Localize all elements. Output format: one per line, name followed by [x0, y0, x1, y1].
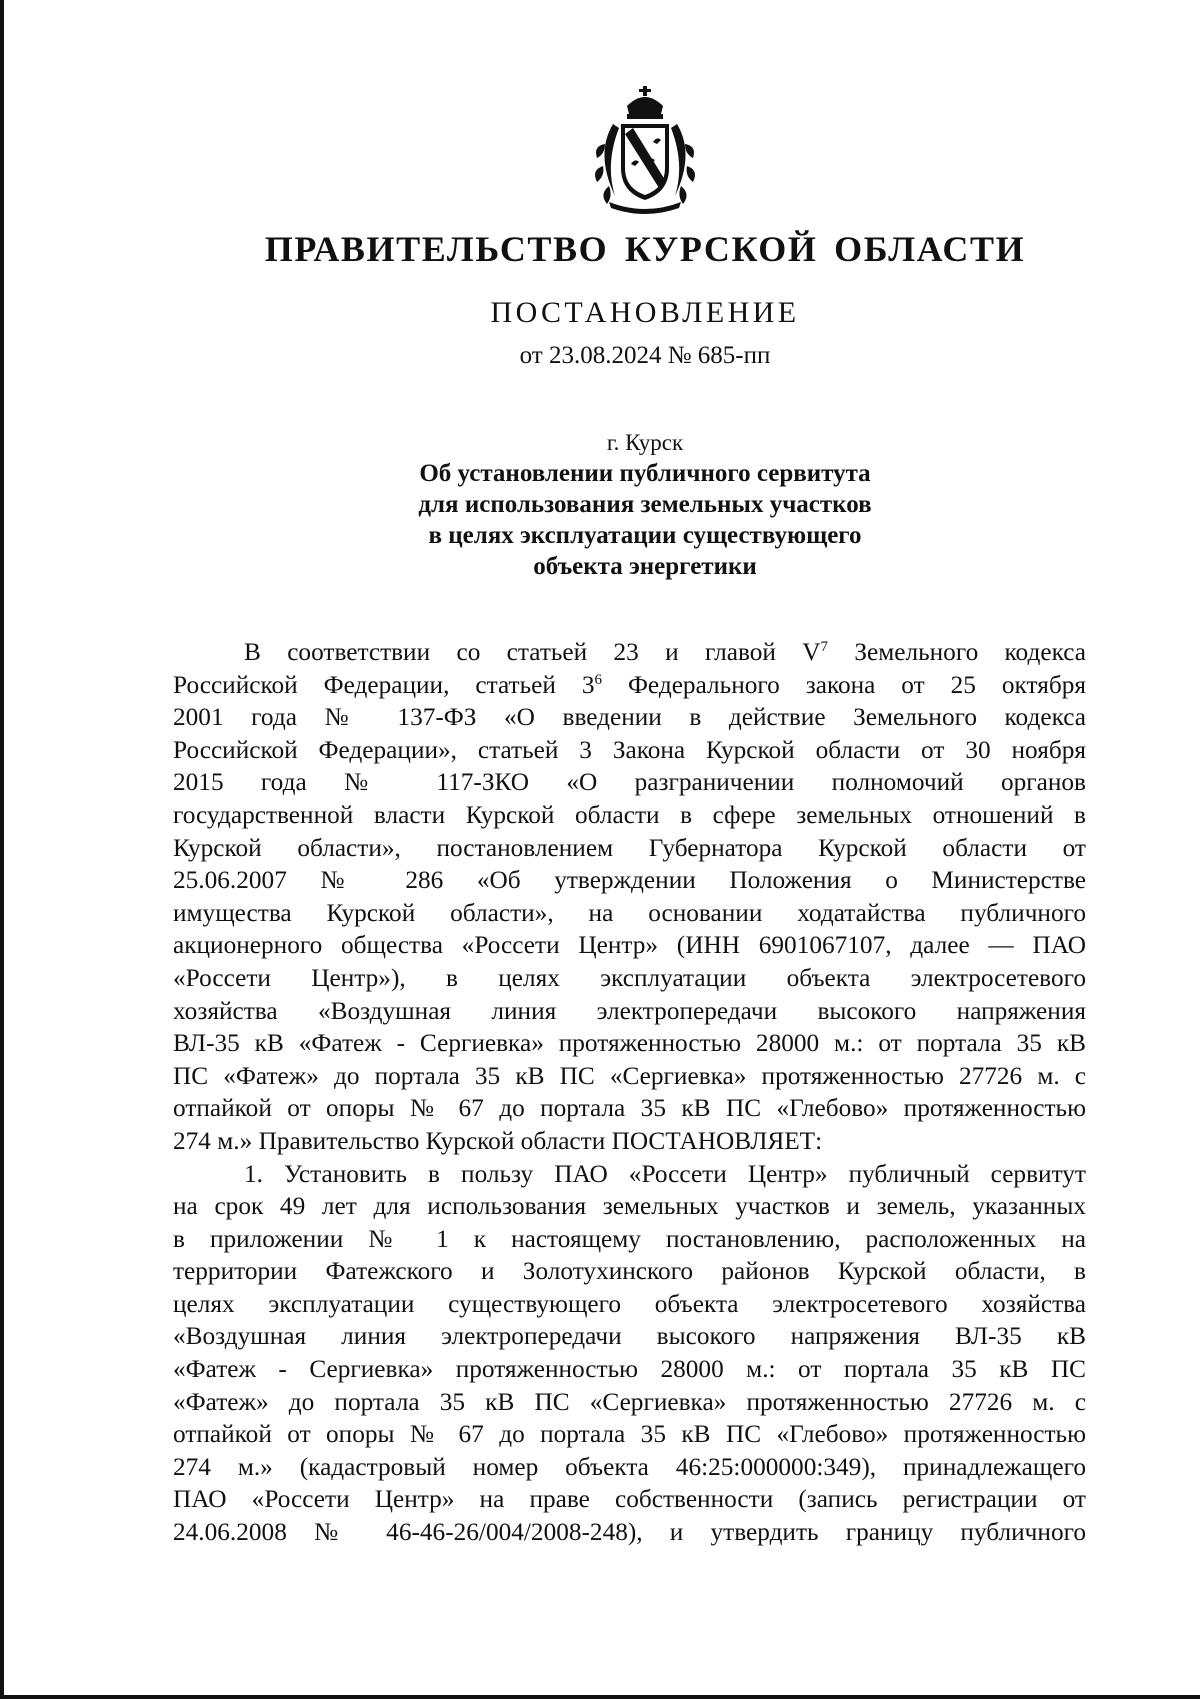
body-line: В соответствии со статьей 23 и главой $V^7$ Земельного кодекса — [244, 638, 1086, 666]
body-line: территории Фатежского и Золотухинского районов Курской области, в — [173, 1257, 1086, 1286]
body-line: отпайкой от опоры № 67 до портала 35 кВ ПС «Глебово» протяженностью — [173, 1420, 1086, 1449]
body-line: 2001 года № 137-ФЗ «О введении в действие Земельного кодекса — [173, 703, 1086, 732]
body-line: государственной власти Курской области в сфере земельных отношений в — [173, 800, 1086, 829]
body-line: ВЛ-35 кВ «Фатеж - Сергиевка» протяженностью 28000 м.: от портала 35 кВ — [173, 1029, 1086, 1058]
body-line: «Воздушная линия электропередачи высокого напряжения ВЛ-35 кВ — [173, 1322, 1086, 1351]
body-line: ПС «Фатеж» до портала 35 кВ ПС «Сергиевка» протяженностью 27726 м. с — [173, 1061, 1086, 1090]
body-line: «Фатеж - Сергиевка» протяженностью 28000 м.: от портала 35 кВ ПС — [173, 1355, 1086, 1384]
body-line: 274 м.» (кадастровый номер объекта 46:25:000000:349), принадлежащего — [173, 1452, 1086, 1481]
heading-line: Об установлении публичного сервитута — [419, 460, 871, 487]
body-line: 2015 года № 117-ЗКО «О разграничении полномочий органов — [173, 768, 1086, 797]
body-line: имущества Курской области», на основании ходатайства публичного — [173, 898, 1086, 927]
body-line: 24.06.2008 № 46-46-26/004/2008-248), и утвердить границу публичного — [173, 1518, 1086, 1547]
document-body — [173, 636, 1086, 1549]
organization-title: ПРАВИТЕЛЬСТВО КУРСКОЙ ОБЛАСТИ — [264, 229, 1026, 269]
body-line: «Россети Центр»), в целях эксплуатации объекта электросетевого — [173, 963, 1086, 992]
body-line: отпайкой от опоры № 67 до портала 35 кВ ПС «Глебово» протяженностью — [173, 1094, 1086, 1123]
body-line: акционерного общества «Россети Центр» (ИНН 6901067107, далее — ПАО — [173, 931, 1086, 960]
scan-edge-bottom — [0, 1695, 1200, 1699]
body-line: Курской области», постановлением Губернатора Курской области от — [173, 833, 1086, 862]
coat-of-arms-icon — [575, 84, 715, 214]
body-line: Российской Федерации», статьей 3 Закона Курской области от 30 ноября — [173, 735, 1086, 764]
body-line: ПАО «Россети Центр» на праве собственности (запись регистрации от — [173, 1485, 1086, 1514]
body-line: 25.06.2007 № 286 «Об утверждении Положения о Министерстве — [173, 866, 1086, 895]
body-line: Российской Федерации, статьей $3^6$ Федерального закона от 25 октября — [173, 670, 1086, 699]
body-line: на срок 49 лет для использования земельных участков и земель, указанных — [173, 1192, 1086, 1221]
body-line: «Фатеж» до портала 35 кВ ПС «Сергиевка» протяженностью 27726 м. с — [173, 1387, 1086, 1416]
heading-line: в целях эксплуатации существующего — [428, 522, 862, 549]
body-line: 274 м.» Правительство Курской области ПОСТАНОВЛЯЕТ: — [173, 1126, 823, 1155]
body-line: 1. Установить в пользу ПАО «Россети Центр» публичный сервитут — [244, 1159, 1086, 1188]
heading-line: для использования земельных участков — [418, 491, 872, 518]
body-line: в приложении № 1 к настоящему постановлению, расположенных на — [173, 1224, 1086, 1253]
document-number: от 23.08.2024 № 685-пп — [519, 342, 771, 369]
heading-line: объекта энергетики — [533, 553, 757, 580]
document-city: г. Курск — [606, 430, 684, 455]
document-heading — [0, 458, 1200, 582]
document-type: ПОСТАНОВЛЕНИЕ — [490, 296, 800, 329]
body-line: хозяйства «Воздушная линия электропередачи высокого напряжения — [173, 996, 1086, 1025]
body-line: целях эксплуатации существующего объекта электросетевого хозяйства — [173, 1289, 1086, 1318]
